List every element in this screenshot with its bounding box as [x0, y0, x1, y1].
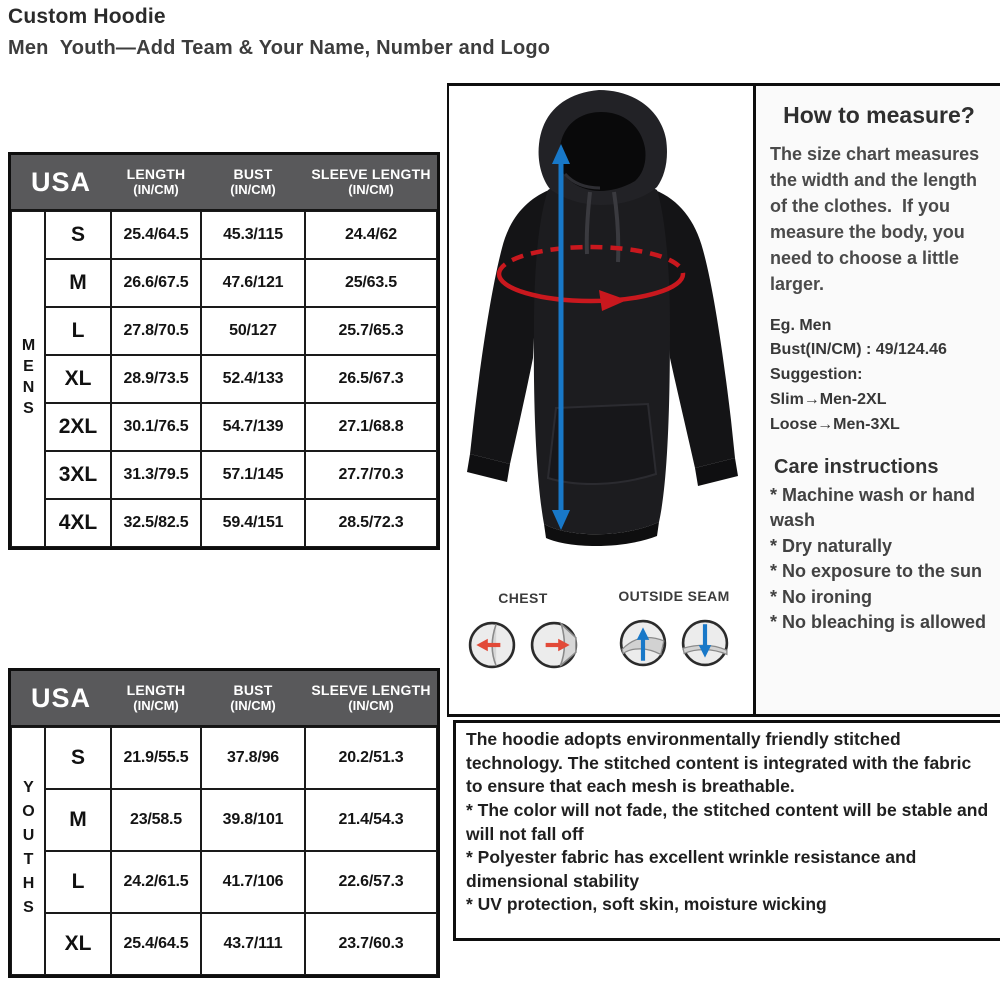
- bust-cell: 52.4/133: [201, 355, 305, 403]
- care-item: * No ironing: [770, 586, 872, 607]
- mens-group-label: MENS: [11, 211, 45, 547]
- bust-cell: 57.1/145: [201, 451, 305, 499]
- page-title: Custom Hoodie: [8, 5, 166, 28]
- bust-cell: 50/127: [201, 307, 305, 355]
- length-cell: 28.9/73.5: [111, 355, 201, 403]
- size-cell: S: [45, 727, 111, 789]
- hoodie-illustration-pane: [449, 86, 756, 714]
- outside-seam-group: [601, 588, 747, 667]
- column-header-length: LENGTH (IN/CM): [111, 155, 201, 211]
- length-cell: 21.9/55.5: [111, 727, 201, 789]
- bust-cell: 37.8/96: [201, 727, 305, 789]
- description-bullets: [466, 799, 992, 917]
- bust-cell: 43.7/111: [201, 913, 305, 975]
- youths-size-table: [8, 668, 440, 978]
- measure-box: [447, 83, 1000, 717]
- bust-cell: 59.4/151: [201, 499, 305, 547]
- chest-label: CHEST: [498, 590, 548, 606]
- care-instructions-heading: Care instructions: [774, 455, 939, 478]
- mens-size-table: [8, 152, 440, 550]
- column-header-sleeve: SLEEVE LENGTH (IN/CM): [305, 671, 437, 727]
- sleeve-cell: 23.7/60.3: [305, 913, 437, 975]
- column-header-sleeve: SLEEVE LENGTH (IN/CM): [305, 155, 437, 211]
- length-cell: 31.3/79.5: [111, 451, 201, 499]
- how-to-measure-panel: [756, 86, 1000, 714]
- description-bullet: * Polyester fabric has excellent wrinkle resistance and dimensional stability: [466, 847, 917, 891]
- bust-cell: 39.8/101: [201, 789, 305, 851]
- sleeve-cell: 22.6/57.3: [305, 851, 437, 913]
- care-item: * No exposure to the sun: [770, 561, 983, 582]
- care-item: * No bleaching is allowed: [770, 612, 987, 633]
- length-cell: 32.5/82.5: [111, 499, 201, 547]
- example-loose: Loose→Men-3XL: [770, 415, 900, 433]
- bust-cell: 47.6/121: [201, 259, 305, 307]
- column-header-bust: BUST (IN/CM): [201, 671, 305, 727]
- sleeve-cell: 26.5/67.3: [305, 355, 437, 403]
- sleeve-cell: 27.1/68.8: [305, 403, 437, 451]
- size-cell: M: [45, 789, 111, 851]
- care-item: * Machine wash or hand wash: [770, 484, 976, 531]
- youths-group-label: YOUTHS: [11, 727, 45, 975]
- size-example-block: [770, 314, 988, 438]
- bust-cell: 54.7/139: [201, 403, 305, 451]
- example-slim: Slim→Men-2XL: [770, 390, 887, 408]
- size-cell: 2XL: [45, 403, 111, 451]
- care-instructions-list: [770, 483, 988, 636]
- length-cell: 25.4/64.5: [111, 211, 201, 259]
- description-intro: The hoodie adopts environmentally friendly stitched technology. The stitched content is integrated with the fabric to ensure that each mesh is breathable.: [466, 729, 972, 797]
- length-cell: 23/58.5: [111, 789, 201, 851]
- column-header-bust: BUST (IN/CM): [201, 155, 305, 211]
- size-cell: S: [45, 211, 111, 259]
- length-cell: 25.4/64.5: [111, 913, 201, 975]
- page-subtitle: Men Youth—Add Team & Your Name, Number and Logo: [8, 37, 551, 59]
- size-cell: L: [45, 307, 111, 355]
- length-cell: 24.2/61.5: [111, 851, 201, 913]
- care-item: * Dry naturally: [770, 535, 893, 556]
- product-description-box: [453, 720, 1000, 941]
- description-bullet: * The color will not fade, the stitched content will be stable and will not fall off: [466, 799, 989, 844]
- example-suggestion: Suggestion:: [770, 366, 863, 384]
- sleeve-cell: 25.7/65.3: [305, 307, 437, 355]
- sleeve-cell: 20.2/51.3: [305, 727, 437, 789]
- sleeve-cell: 25/63.5: [305, 259, 437, 307]
- length-cell: 26.6/67.5: [111, 259, 201, 307]
- how-to-measure-body: The size chart measures the width and the length of the clothes. If you measure the body, you need to choose a little larger.: [770, 144, 985, 295]
- chest-arrow-right-circle-icon: [530, 621, 578, 669]
- how-to-measure-heading: How to measure?: [783, 102, 975, 128]
- chest-measure-group: [455, 590, 591, 669]
- length-cell: 27.8/70.5: [111, 307, 201, 355]
- sleeve-cell: 27.7/70.3: [305, 451, 437, 499]
- hoodie-photo: [449, 86, 753, 586]
- size-cell: L: [45, 851, 111, 913]
- example-bust: Bust(IN/CM) : 49/124.46: [770, 341, 947, 359]
- sleeve-cell: 24.4/62: [305, 211, 437, 259]
- length-cell: 30.1/76.5: [111, 403, 201, 451]
- bust-cell: 41.7/106: [201, 851, 305, 913]
- column-header-usa: USA: [11, 671, 111, 727]
- bust-cell: 45.3/115: [201, 211, 305, 259]
- size-cell: 3XL: [45, 451, 111, 499]
- seam-arrow-down-circle-icon: [681, 619, 729, 667]
- description-bullet: * UV protection, soft skin, moisture wicking: [466, 894, 827, 915]
- size-cell: XL: [45, 355, 111, 403]
- seam-arrow-up-circle-icon: [619, 619, 667, 667]
- example-title: Eg. Men: [770, 316, 832, 334]
- sleeve-cell: 21.4/54.3: [305, 789, 437, 851]
- chest-arrow-left-circle-icon: [468, 621, 516, 669]
- sleeve-cell: 28.5/72.3: [305, 499, 437, 547]
- column-header-length: LENGTH (IN/CM): [111, 671, 201, 727]
- size-cell: 4XL: [45, 499, 111, 547]
- size-cell: XL: [45, 913, 111, 975]
- column-header-usa: USA: [11, 155, 111, 211]
- outside-seam-label: OUTSIDE SEAM: [618, 588, 730, 604]
- size-cell: M: [45, 259, 111, 307]
